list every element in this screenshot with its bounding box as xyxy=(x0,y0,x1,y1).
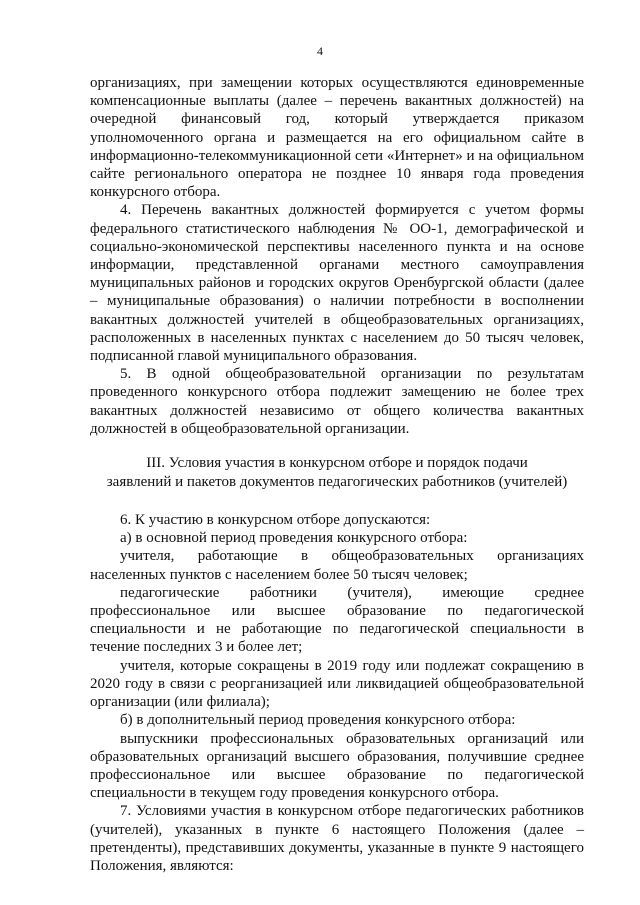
section-heading-line-1: III. Условия участия в конкурсном отборе и порядок подачи xyxy=(146,455,528,472)
paragraph-item-5: 5. В одной общеобразовательной организации по результатам проведенного конкурсного отбора подлежит замещению не более трех вакантных должностей независимо от общего количества вакантных должностей в общеобразовательной организации. xyxy=(90,366,584,437)
page-number: 4 xyxy=(317,44,323,58)
paragraph-continuation: организациях, при замещении которых осуществляются единовременные компенсационные выплаты (далее – перечень вакантных должностей) на очередной финансовый год, который утверждается приказом уполномоченного органа и размещается на его официальном сайте в информационно-телекоммуникационной сети «Интернет» и на официальном сайте регионального оператора не позднее 10 января года проведения конкурсного отбора. xyxy=(90,75,584,201)
document-body xyxy=(90,74,584,875)
paragraph-item-6: 6. К участию в конкурсном отборе допускаются: xyxy=(120,512,431,529)
subitem-a-reduced-teachers: учителя, которые сокращены в 2019 году или подлежат сокращению в 2020 году в связи с реорганизацией или ликвидацией общеобразовательной организации (или филиала); xyxy=(90,657,584,711)
subitem-b-graduates: выпускники профессиональных образовательных организаций или образовательных организаций высшего образования, получившие среднее профессиональное или высшее образование по педагогической специальности в текущем году проведения конкурсного отбора. xyxy=(90,730,584,802)
subitem-b: б) в дополнительный период проведения конкурсного отбора: xyxy=(120,712,516,729)
paragraph-item-7: 7. Условиями участия в конкурсном отборе педагогических работников (учителей), указанных в пункте 6 настоящего Положения (далее – претенденты), представивших документы, указанные в пункте 9 настоящего Положения, являются: xyxy=(90,803,584,874)
subitem-a: а) в основной период проведения конкурсного отбора: xyxy=(120,530,468,547)
section-heading xyxy=(90,454,584,491)
paragraph-item-4: 4. Перечень вакантных должностей формируется с учетом формы федерального статистического наблюдения № ОО-1, демографической и социально-экономической перспективы населенного пункта и на основе информации, представленной органами местного самоуправления муниципальных районов и городских округов Оренбургской области (далее – муниципальные образования) о наличии потребности в восполнении вакантных должностей учителей в общеобразовательных организациях, расположенных в населенных пунктах с населением до 50 тысяч человек, подписанной главой муниципального образования. xyxy=(90,202,584,365)
section-heading-line-2: заявлений и пакетов документов педагогических работников (учителей) xyxy=(106,473,568,490)
subitem-a-teachers: учителя, работающие в общеобразовательных организациях населенных пунктов с населением более 50 тысяч человек; xyxy=(90,548,584,583)
subitem-a-pedagogical-workers: педагогические работники (учителя), имеющие среднее профессиональное или высшее образование по педагогической специальности и не работающие по педагогической специальности в течение последних 3 и более лет; xyxy=(90,584,584,656)
